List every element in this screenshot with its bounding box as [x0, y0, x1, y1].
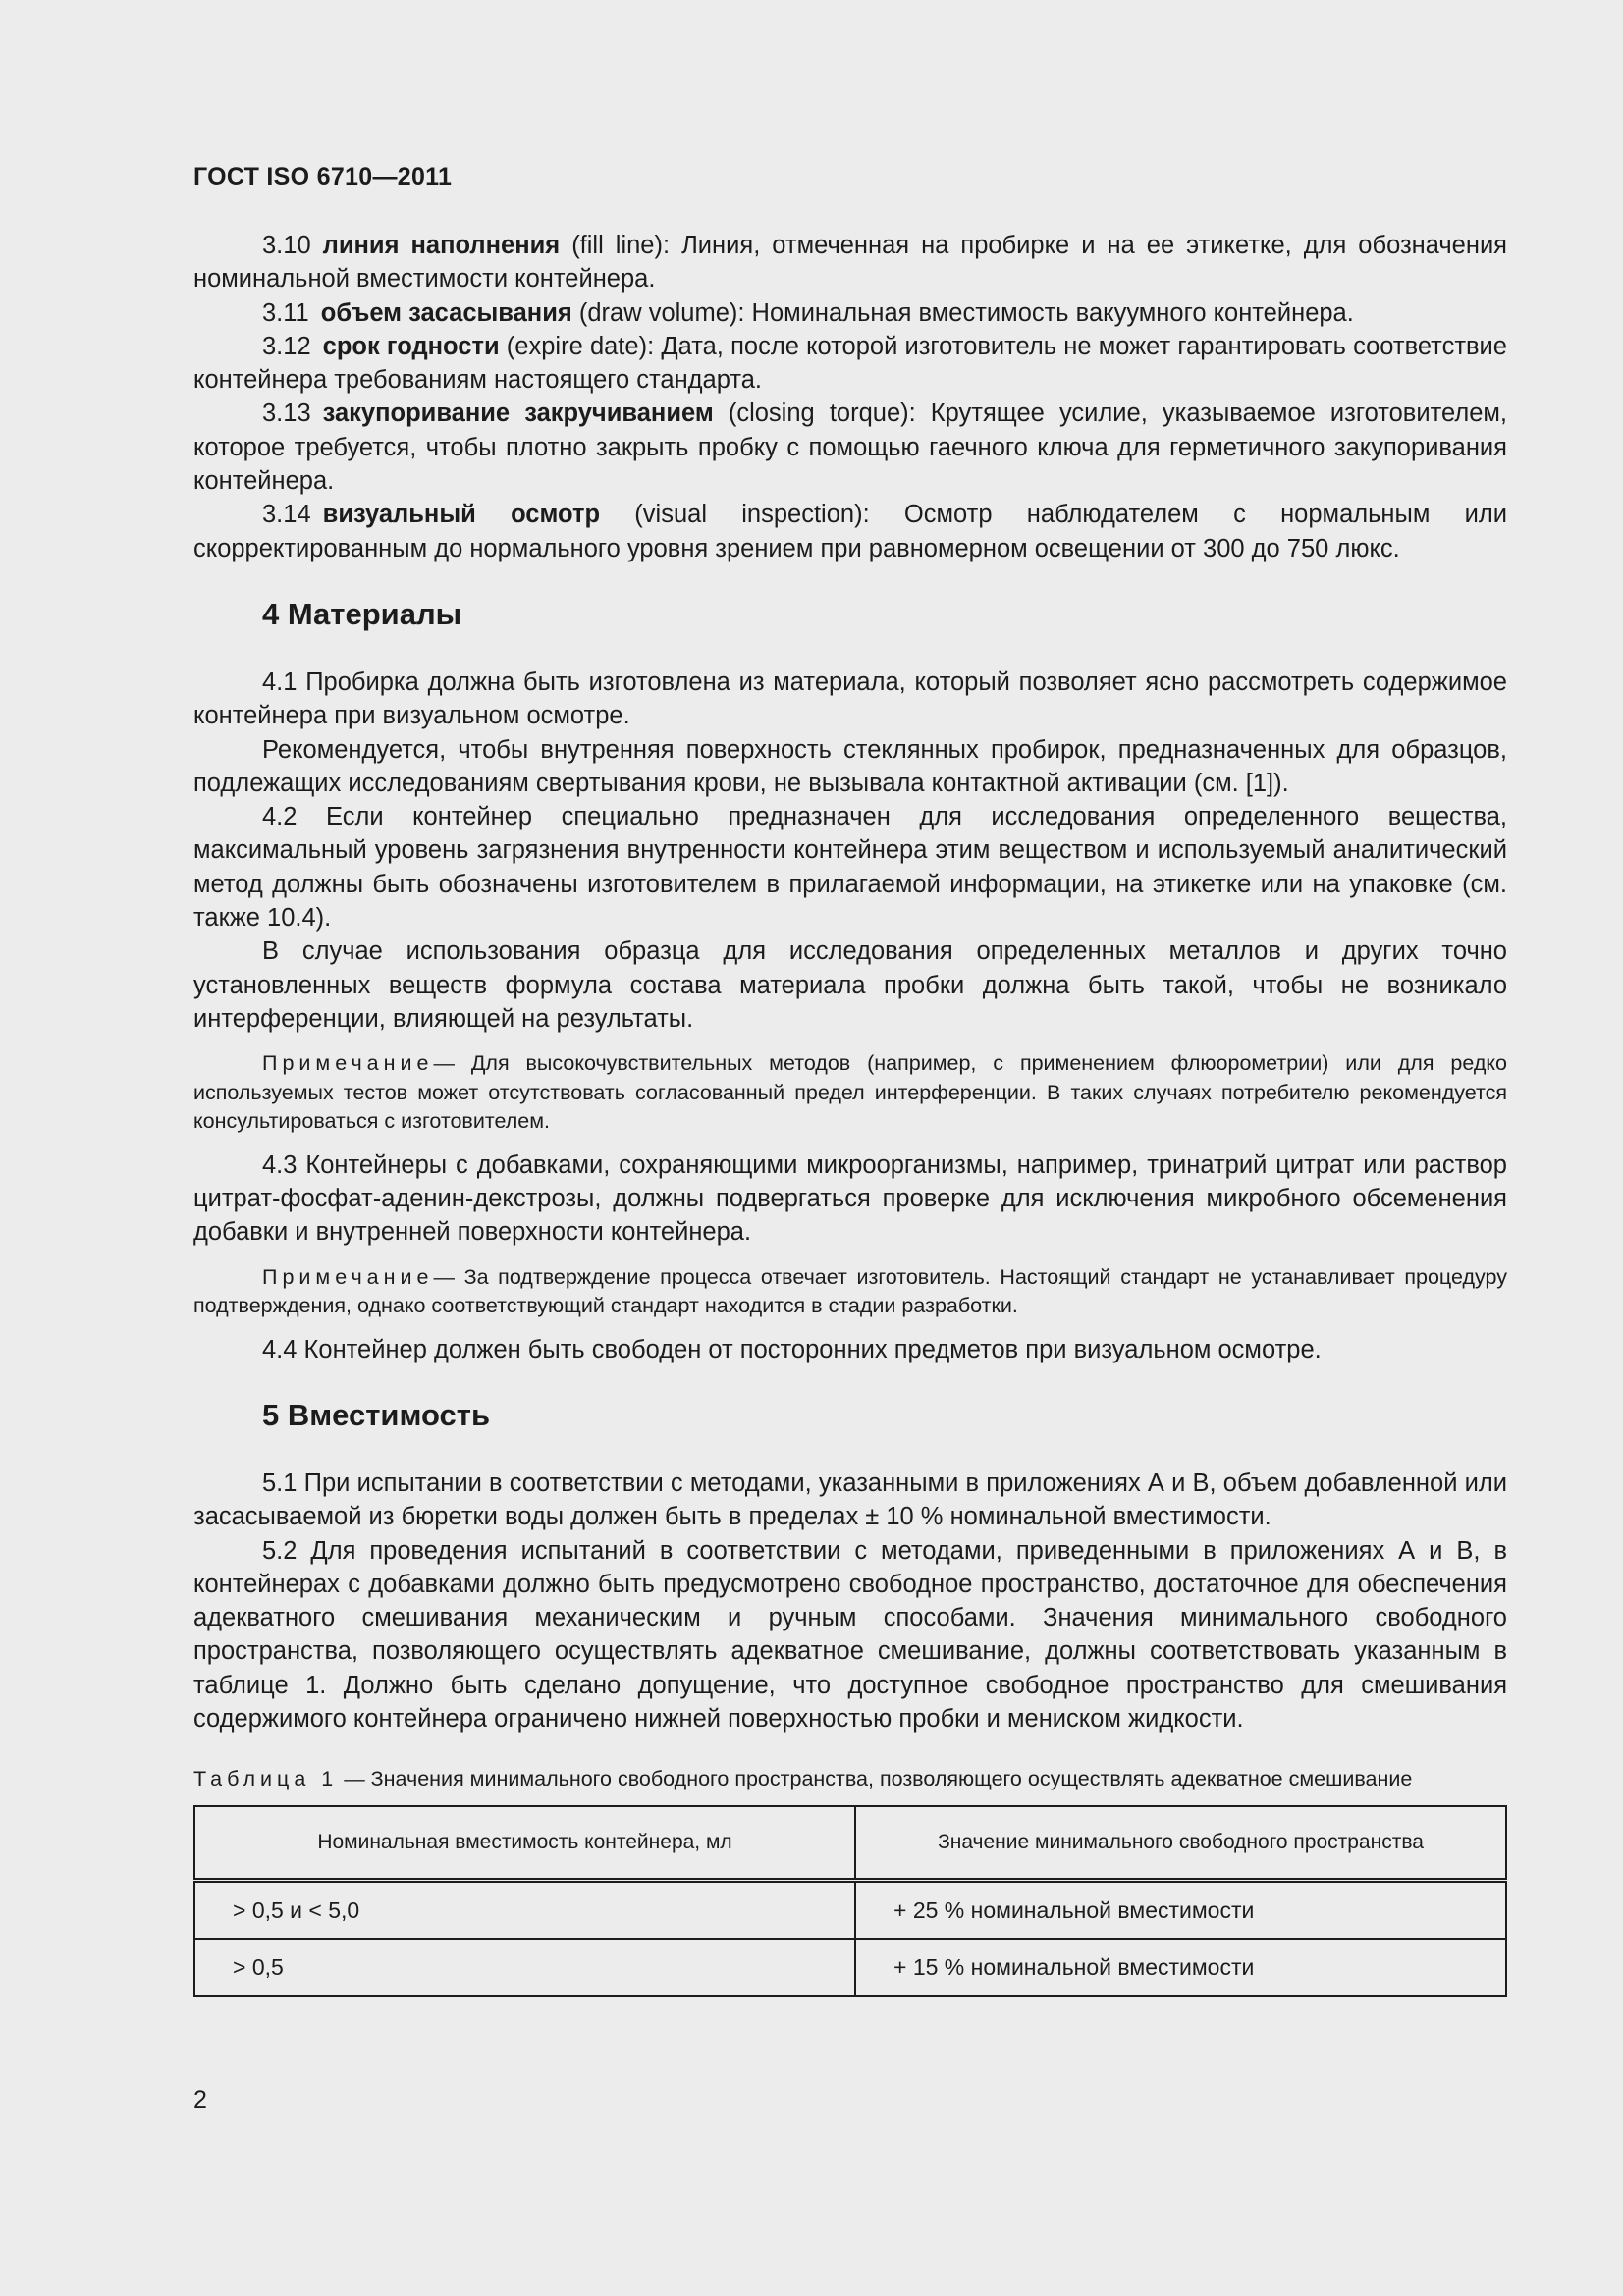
table-cell: > 0,5: [194, 1939, 855, 1996]
note-1: Примечание— Для высокочувствительных методов (например, с применением флюорометрии) или для редко используемых тестов может отсутствовать согласованный предел интерференции. В таких случаях потребителю рекомендуется консультироваться с изготовителем.: [193, 1051, 1507, 1134]
table-row: [194, 1881, 1506, 1940]
definition-3-13: 3.13 закупоривание закручиванием (closing torque): Крутящее усилие, указываемое изготовителем, которое требуется, чтобы плотно закрыть пробку с помощью гаечного ключа для герметичного закупоривания контейнера.: [193, 400, 1508, 496]
paragraph-4-1-recommendation: Рекомендуется, чтобы внутренняя поверхность стеклянных пробирок, предназначенных для образцов, подлежащих исследованиям свертывания крови, не вызывала контактной активации (см. [1]).: [193, 735, 1507, 797]
paragraph-5-1: 5.1 При испытании в соответствии с методами, указанными в приложениях А и В, объем добавленной или засасываемой из бюретки воды должен быть в пределах ± 10 % номинальной вместимости.: [193, 1468, 1507, 1531]
term: объем засасывания: [320, 298, 572, 327]
definition-3-11: 3.11 объем засасывания (draw volume): Номинальная вместимость вакуумного контейнера.: [262, 298, 1354, 327]
column-header-free-space: Значение минимального свободного пространства: [855, 1806, 1506, 1881]
table-cell: + 25 % номинальной вместимости: [855, 1881, 1506, 1940]
document-header: ГОСТ ISO 6710—2011: [193, 163, 453, 190]
section-4-title: 4 Материалы: [262, 596, 462, 631]
definition-3-12: 3.12 срок годности (expire date): Дата, после которой изготовитель не может гарантировать соответствие контейнера требованиям настоящего стандарта.: [193, 332, 1507, 395]
paragraph-4-2: 4.2 Если контейнер специально предназначен для исследования определенного вещества, максимальный уровень загрязнения внутренности контейнера этим веществом и используемый аналитический метод должны быть обозначены изготовителем в прилагаемой информации, на этикетке или на упаковке (см. также 10.4).: [193, 803, 1507, 933]
table-row: [194, 1939, 1506, 1996]
column-header-capacity: Номинальная вместимость контейнера, мл: [194, 1806, 855, 1881]
paragraph-4-4: 4.4 Контейнер должен быть свободен от посторонних предметов при визуальном осмотре.: [262, 1335, 1322, 1363]
table-header-row: [194, 1806, 1506, 1881]
paragraph-4-2-metals: В случае использования образца для исследования определенных металлов и других точно установленных веществ формула состава материала пробки должна быть такой, чтобы не возникало интерференции, влияющей на результаты.: [193, 937, 1507, 1033]
paragraph-5-2: 5.2 Для проведения испытаний в соответствии с методами, приведенными в приложениях А и В, в контейнерах с добавками должно быть предусмотрено свободное пространство, достаточное для обеспечения адекватного смешивания механическим и ручным способами. Значения минимального свободного пространства, позволяющего осуществлять адекватное смешивание, должны соответствовать указанным в таблице 1. Должно быть сделано допущение, что доступное свободное пространство для смешивания содержимого контейнера ограничено нижней поверхностью пробки и мениском жидкости.: [193, 1536, 1507, 1733]
table-1: [193, 1805, 1507, 1997]
section-5-title: 5 Вместимость: [262, 1397, 491, 1432]
document-body: [193, 229, 1507, 1997]
term: линия наполнения: [322, 232, 561, 259]
definition-3-14: 3.14 визуальный осмотр (visual inspection): Осмотр наблюдателем с нормальным или скорректированным до нормального уровня зрением при равномерном освещении от 300 до 750 люкс.: [193, 501, 1507, 562]
term: визуальный осмотр: [322, 501, 601, 529]
term: закупоривание закручиванием: [322, 400, 714, 428]
table-cell: > 0,5 и < 5,0: [194, 1881, 855, 1940]
paragraph-4-3: 4.3 Контейнеры с добавками, сохраняющими микроорганизмы, например, тринатрий цитрат или раствор цитрат-фосфат-аденин-декстрозы, должны подвергаться проверке для исключения микробного обсеменения добавки и внутренней поверхности контейнера.: [193, 1150, 1507, 1247]
page-number: 2: [193, 2086, 207, 2113]
paragraph-4-1: 4.1 Пробирка должна быть изготовлена из материала, который позволяет ясно рассмотреть содержимое контейнера при визуальном осмотре.: [193, 667, 1507, 730]
note-2: Примечание— За подтверждение процесса отвечает изготовитель. Настоящий стандарт не устанавливает процедуру подтверждения, однако соответствующий стандарт находится в стадии разработки.: [193, 1264, 1507, 1318]
table-caption-label: Таблица 1: [193, 1767, 339, 1791]
definition-3-10: 3.10 линия наполнения (fill line): Линия, отмеченная на пробирке и на ее этикетке, для обозначения номинальной вместимости контейнера.: [193, 232, 1507, 294]
note-label: Примечание: [262, 1051, 434, 1076]
table-1-caption: Таблица 1 — Значения минимального свободного пространства, позволяющего осуществлять адекватное смешивание: [193, 1767, 1413, 1791]
note-label: Примечание: [262, 1264, 434, 1289]
table-cell: + 15 % номинальной вместимости: [855, 1939, 1506, 1996]
term: срок годности: [322, 332, 500, 360]
